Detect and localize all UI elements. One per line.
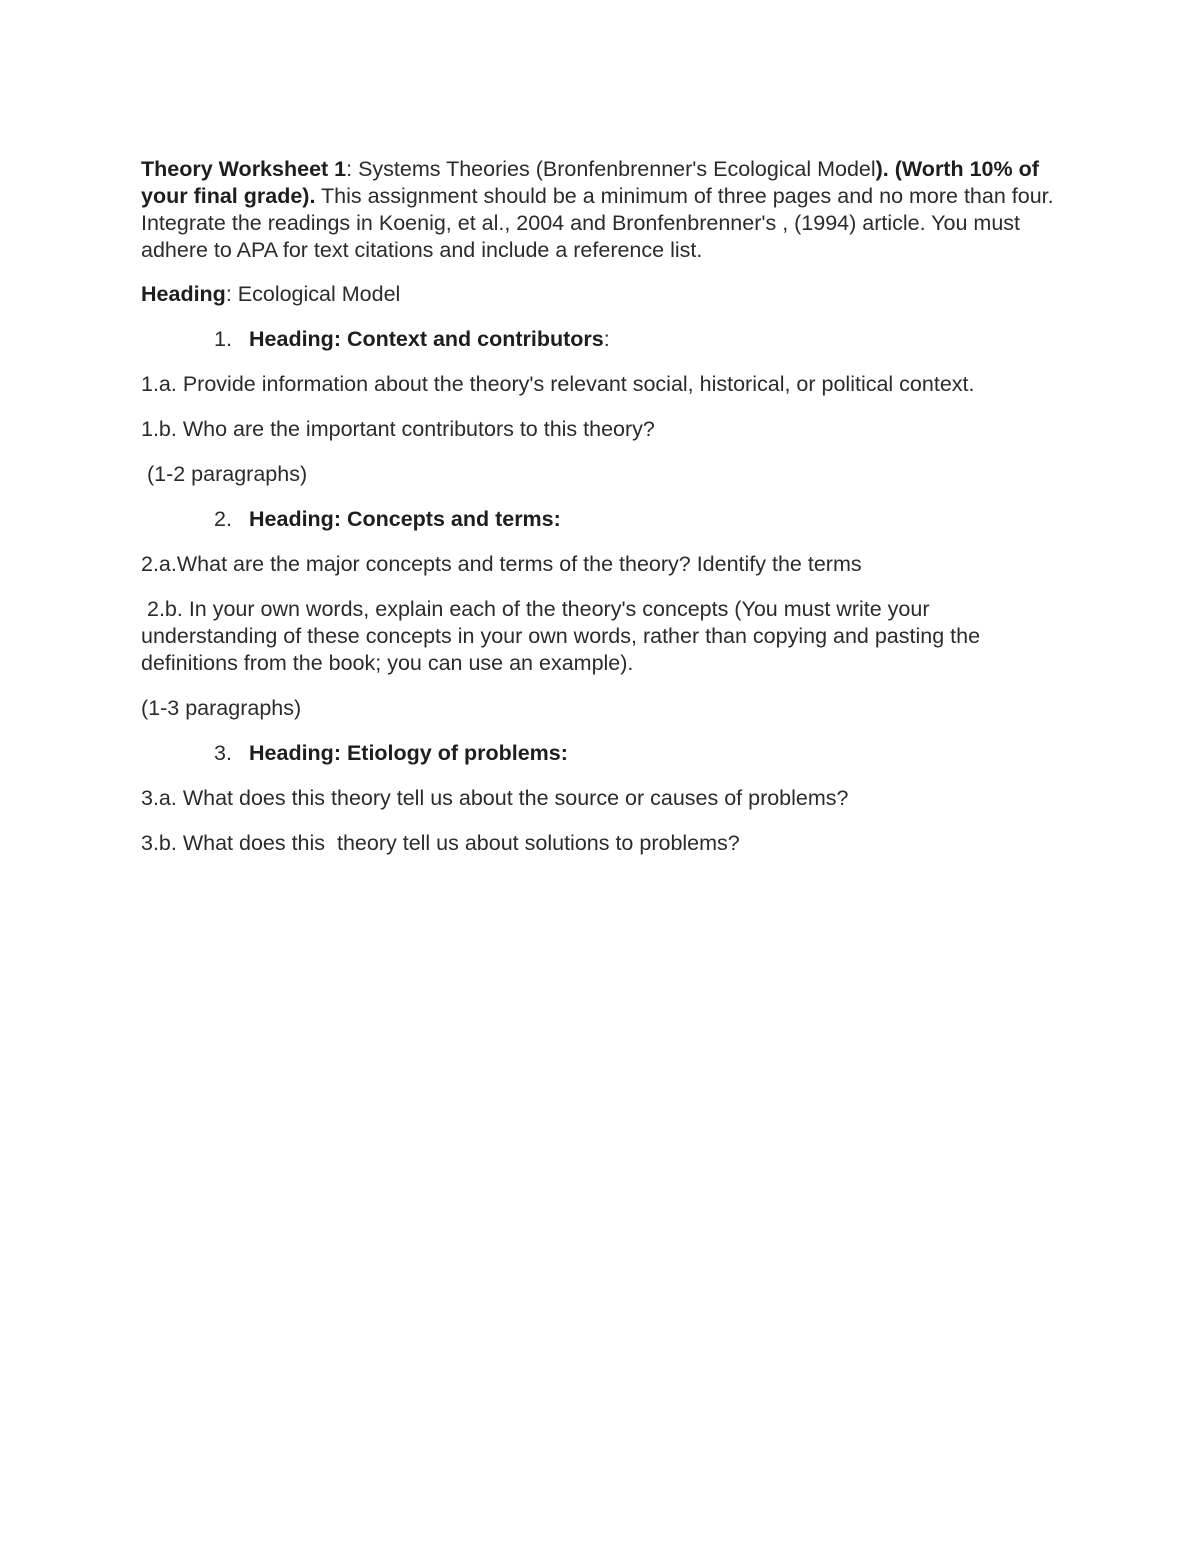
worksheet-content <box>141 156 1071 875</box>
main-heading-line <box>141 281 1071 308</box>
section-heading-text: Heading: Context and contributors <box>249 327 604 351</box>
worksheet-title: Theory Worksheet 1 <box>141 157 347 181</box>
intro-paragraph <box>141 156 1071 264</box>
question-3a: 3.a. What does this theory tell us about the source or causes of problems? <box>141 786 849 810</box>
question-1a: 1.a. Provide information about the theory's relevant social, historical, or political context. <box>141 372 975 396</box>
main-heading-text: : Ecological Model <box>225 282 401 306</box>
question-2b: 2.b. In your own words, explain each of the theory's concepts (You must write your understanding of these concepts in your own words, rather than copying and pasting the definitions from the book; you can use an example). <box>141 597 987 675</box>
length-note-1: (1-2 paragraphs) <box>141 462 308 486</box>
question-1b: 1.b. Who are the important contributors to this theory? <box>141 417 655 441</box>
question-2a: 2.a.What are the major concepts and terms of the theory? Identify the terms <box>141 552 862 576</box>
question-3b: 3.b. What does this theory tell us about solutions to problems? <box>141 831 740 855</box>
assignment-instructions: This assignment should be a minimum of three pages and no more than four. Integrate the readings in Koenig, et al., 2004 and Bronfenbrenner's , (1994) article. You must adhere to APA for text citations and include a reference list. <box>141 184 1054 262</box>
section-number: 2. <box>214 507 232 531</box>
section-heading-2 <box>141 506 1071 533</box>
length-note-2: (1-3 paragraphs) <box>141 696 302 720</box>
section-heading-text: Heading: Concepts and terms: <box>249 507 561 531</box>
grade-weight: ). (Worth 10% of your final grade). <box>141 157 1039 208</box>
section-heading-text: Heading: Etiology of problems: <box>249 741 568 765</box>
section-number: 3. <box>214 741 232 765</box>
worksheet-subtitle: : Systems Theories (Bronfenbrenner's Ecological Model <box>346 157 876 181</box>
section-heading-1 <box>141 326 1071 353</box>
section-heading-tail: : <box>603 327 610 351</box>
section-number: 1. <box>214 327 232 351</box>
section-heading-3 <box>141 740 1071 767</box>
main-heading-label: Heading <box>141 282 226 306</box>
